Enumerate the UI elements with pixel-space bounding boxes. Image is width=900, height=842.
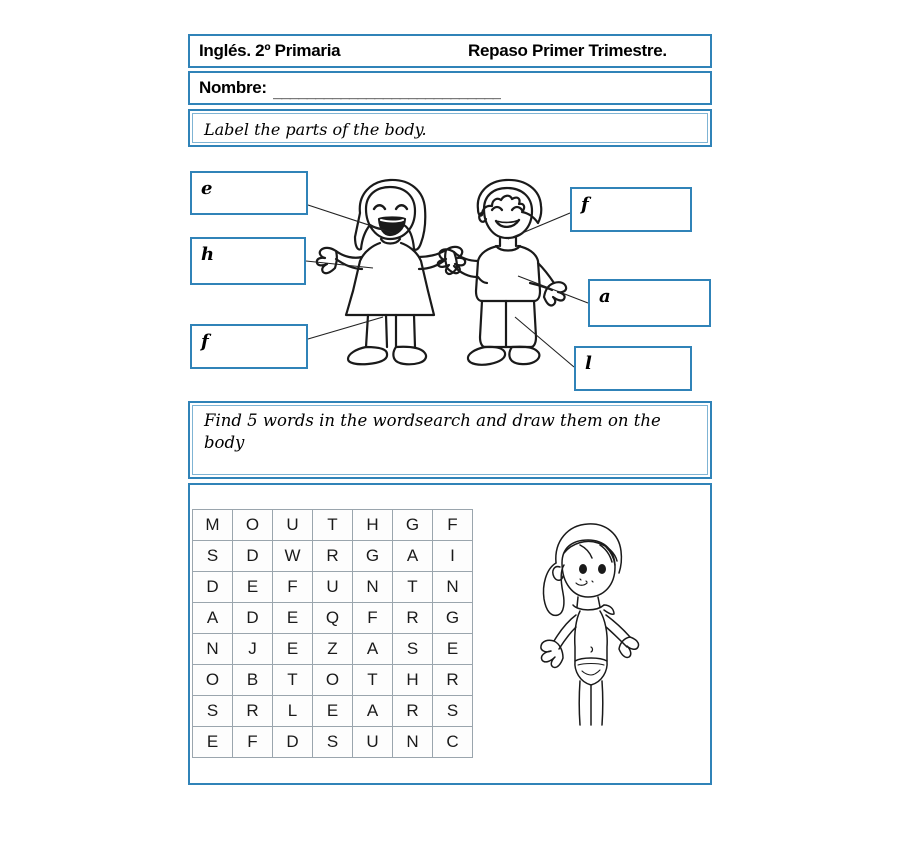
wordsearch-cell[interactable]: E: [273, 603, 313, 634]
label-box-hand[interactable]: [190, 237, 306, 285]
wordsearch-cell[interactable]: Q: [313, 603, 353, 634]
name-row: [188, 71, 712, 105]
label-hint-face: f: [581, 194, 589, 215]
wordsearch-cell[interactable]: E: [313, 696, 353, 727]
wordsearch-cell[interactable]: N: [193, 634, 233, 665]
label-hint-arm: a: [599, 286, 611, 307]
label-box-arm[interactable]: [588, 279, 711, 327]
wordsearch-cell[interactable]: D: [233, 603, 273, 634]
wordsearch-body: [193, 510, 473, 758]
wordsearch-cell[interactable]: T: [313, 510, 353, 541]
label-hint-leg: l: [585, 353, 592, 374]
wordsearch-cell[interactable]: M: [193, 510, 233, 541]
exercise1-instruction-box: [188, 109, 712, 147]
label-hint-eye: e: [201, 178, 213, 199]
wordsearch-grid[interactable]: [192, 509, 473, 758]
wordsearch-cell[interactable]: S: [193, 541, 233, 572]
wordsearch-cell[interactable]: R: [313, 541, 353, 572]
wordsearch-cell[interactable]: D: [233, 541, 273, 572]
wordsearch-cell[interactable]: A: [193, 603, 233, 634]
header-title-row: [188, 34, 712, 68]
wordsearch-row: [193, 665, 473, 696]
exercise1-instruction-text: Label the parts of the body.: [204, 120, 427, 139]
wordsearch-cell[interactable]: S: [393, 634, 433, 665]
subject-title: Inglés. 2º Primaria: [199, 41, 341, 60]
wordsearch-cell[interactable]: R: [393, 603, 433, 634]
wordsearch-cell[interactable]: O: [313, 665, 353, 696]
wordsearch-cell[interactable]: G: [353, 541, 393, 572]
wordsearch-cell[interactable]: W: [273, 541, 313, 572]
wordsearch-cell[interactable]: E: [433, 634, 473, 665]
exercise2-instruction-text: Find 5 words in the wordsearch and draw them on the body: [204, 411, 661, 453]
name-label: Nombre:: [199, 78, 267, 97]
wordsearch-cell[interactable]: N: [353, 572, 393, 603]
wordsearch-row: [193, 634, 473, 665]
worksheet-page: [188, 34, 712, 796]
wordsearch-cell[interactable]: F: [433, 510, 473, 541]
wordsearch-cell[interactable]: T: [393, 572, 433, 603]
label-hint-foot: f: [201, 331, 209, 352]
wordsearch-cell[interactable]: U: [273, 510, 313, 541]
wordsearch-cell[interactable]: C: [433, 727, 473, 758]
wordsearch-row: [193, 572, 473, 603]
label-box-face[interactable]: [570, 187, 692, 232]
wordsearch-cell[interactable]: F: [233, 727, 273, 758]
exercise2-area: [188, 483, 712, 785]
wordsearch-cell[interactable]: A: [353, 634, 393, 665]
wordsearch-cell[interactable]: G: [433, 603, 473, 634]
wordsearch-cell[interactable]: H: [393, 665, 433, 696]
wordsearch-cell[interactable]: R: [433, 665, 473, 696]
wordsearch-cell[interactable]: E: [193, 727, 233, 758]
exercise1-body-labeling-area: [188, 151, 712, 397]
wordsearch-cell[interactable]: U: [353, 727, 393, 758]
wordsearch-cell[interactable]: E: [273, 634, 313, 665]
wordsearch-cell[interactable]: T: [273, 665, 313, 696]
term-title: Repaso Primer Trimestre.: [468, 41, 667, 60]
wordsearch-cell[interactable]: D: [273, 727, 313, 758]
name-input-line[interactable]: ___________________________: [272, 82, 502, 101]
wordsearch-cell[interactable]: T: [353, 665, 393, 696]
wordsearch-cell[interactable]: E: [233, 572, 273, 603]
girl-body-outline-figure: [520, 515, 650, 730]
wordsearch-row: [193, 696, 473, 727]
wordsearch-cell[interactable]: O: [233, 510, 273, 541]
wordsearch-cell[interactable]: R: [233, 696, 273, 727]
wordsearch-cell[interactable]: H: [353, 510, 393, 541]
wordsearch-cell[interactable]: U: [313, 572, 353, 603]
wordsearch-cell[interactable]: N: [433, 572, 473, 603]
wordsearch-cell[interactable]: O: [193, 665, 233, 696]
wordsearch-row: [193, 603, 473, 634]
wordsearch-row: [193, 727, 473, 758]
label-box-leg[interactable]: [574, 346, 692, 391]
wordsearch-cell[interactable]: N: [393, 727, 433, 758]
wordsearch-cell[interactable]: G: [393, 510, 433, 541]
wordsearch-cell[interactable]: Z: [313, 634, 353, 665]
wordsearch-cell[interactable]: B: [233, 665, 273, 696]
wordsearch-cell[interactable]: L: [273, 696, 313, 727]
wordsearch-cell[interactable]: J: [233, 634, 273, 665]
wordsearch-cell[interactable]: S: [313, 727, 353, 758]
wordsearch-cell[interactable]: I: [433, 541, 473, 572]
wordsearch-cell[interactable]: R: [393, 696, 433, 727]
wordsearch-cell[interactable]: S: [433, 696, 473, 727]
wordsearch-cell[interactable]: D: [193, 572, 233, 603]
wordsearch-row: [193, 541, 473, 572]
wordsearch-cell[interactable]: S: [193, 696, 233, 727]
label-hint-hand: h: [201, 244, 215, 265]
label-box-eye[interactable]: [190, 171, 308, 215]
exercise2-instruction-box: [188, 401, 712, 479]
wordsearch-cell[interactable]: A: [393, 541, 433, 572]
label-box-foot[interactable]: [190, 324, 308, 369]
wordsearch-cell[interactable]: F: [353, 603, 393, 634]
wordsearch-cell[interactable]: F: [273, 572, 313, 603]
wordsearch-cell[interactable]: A: [353, 696, 393, 727]
wordsearch-row: [193, 510, 473, 541]
